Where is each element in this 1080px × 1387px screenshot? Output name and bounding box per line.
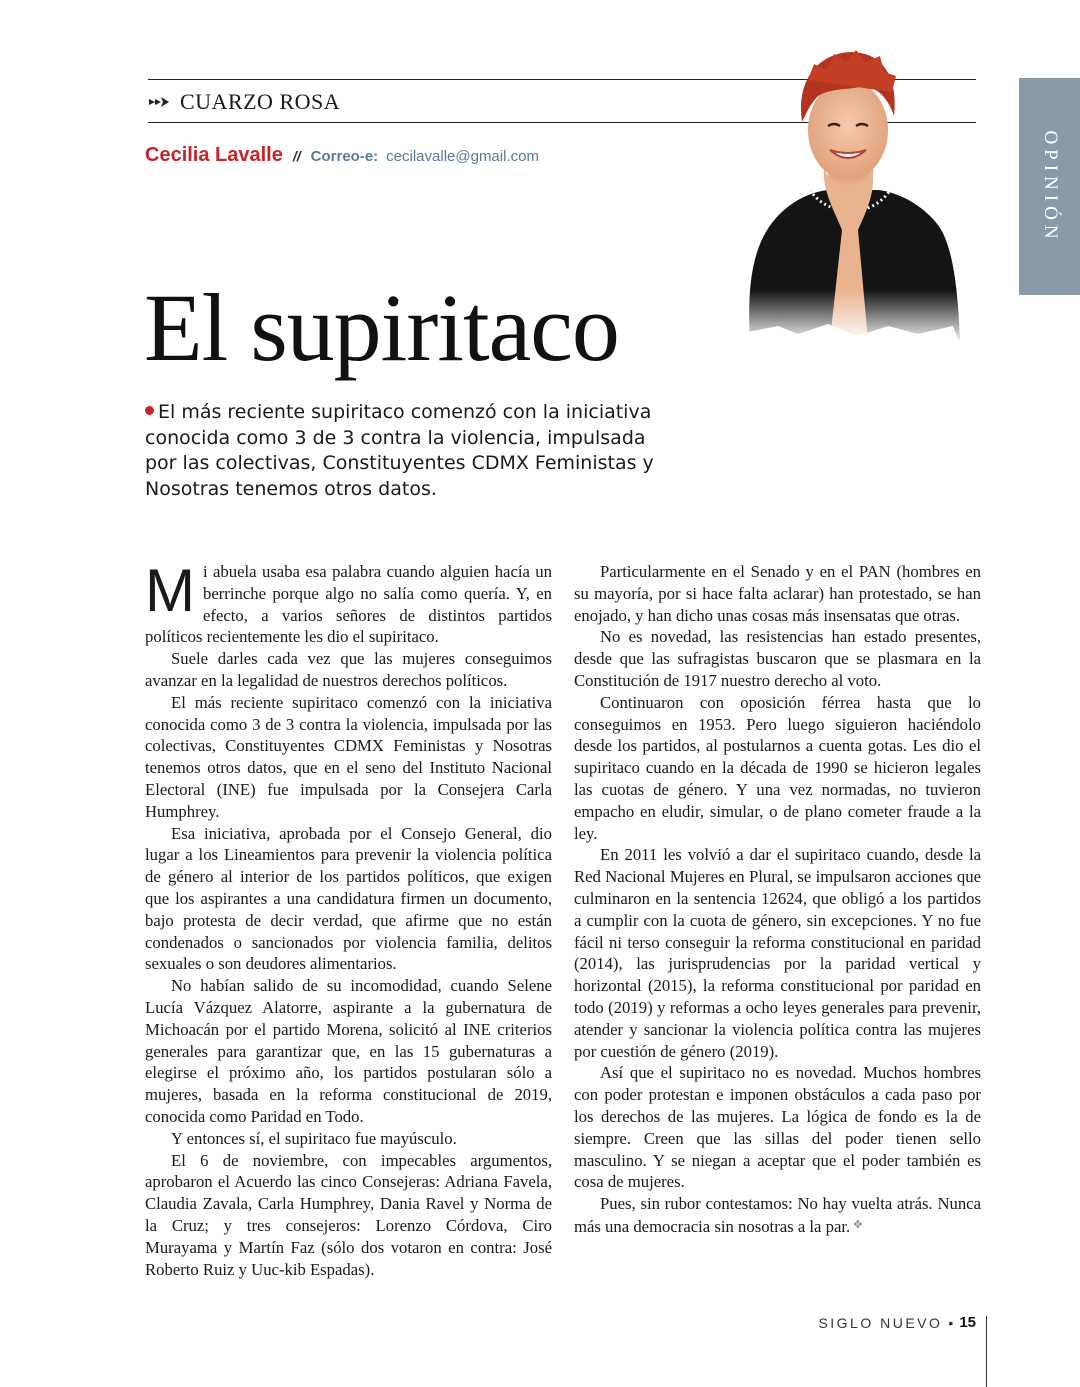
- body-paragraph: Continuaron con oposición férrea hasta que lo conseguimos en 1953. Pero luego siguieron haciéndolo desde los partidos, al postularnos a cuenta gotas. Les dio el supiritaco cuando en la década de 1990 se hicieron legales las cuotas de género. Y una vez normadas, no tuvieron empacho en eludir, simular, o de plano cometer fraude a la ley.: [574, 692, 981, 843]
- author-name: Cecilia Lavalle: [145, 144, 283, 166]
- body-column-right: [574, 561, 981, 1238]
- section-side-tab: [1019, 78, 1080, 295]
- section-header: [148, 88, 340, 116]
- double-arrow-icon: [148, 95, 170, 109]
- page-number: 15: [959, 1314, 976, 1331]
- body-paragraph: El más reciente supiritaco comenzó con la iniciativa conocida como 3 de 3 contra la violencia, impulsada por las colectivas, Constituyentes CDMX Feministas y Nosotras tenemos otros datos, que en el seno del Instituto Nacional Electoral (INE) fue impulsada por la Consejera Carla Humphrey.: [145, 692, 552, 821]
- publication-name: SIGLO NUEVO: [818, 1314, 943, 1331]
- paragraph-text: i abuela usaba esa palabra cuando alguien hacía un berrinche porque algo no salía como quería. Y, en efecto, a varios señores de distintos partidos políticos recientemente les dio el supiritaco.: [145, 562, 552, 647]
- page-footer: [818, 1314, 976, 1331]
- side-tab-label: OPINIÓN: [1039, 129, 1061, 244]
- author-email-link[interactable]: cecilavalle@gmail.com: [386, 148, 539, 165]
- footer-bullet: •: [948, 1314, 954, 1331]
- body-paragraph: Esa iniciativa, aprobada por el Consejo General, dio lugar a los Lineamientos para prevenir la violencia política de género al interior de los partidos políticos, que exigen que los aspirantes a una candidatura firmen un documento, bajo protesta de decir verdad, que afirme que no están condenados o sancionados por violencia familia, delitos sexuales o son deudores alimentarios.: [145, 823, 552, 974]
- body-paragraph: Particularmente en el Senado y en el PAN (hombres en su mayoría, por si hace falta aclarar) han protestado, se han enojado, y han dicho unas cosas más insensatas que otras.: [574, 562, 981, 625]
- article-headline: El supiritaco: [144, 274, 619, 381]
- body-paragraph: El 6 de noviembre, con impecables argumentos, aprobaron el Acuerdo las cinco Consejeras: Adriana Favela, Claudia Zavala, Carla Humphrey, Dania Ravel y Norma de la Cruz; y tres consejeros: Lorenzo Córdova, Ciro Murayama y Martín Faz (sólo dos votaron en contra: José Roberto Ruiz y Uuc-kib Espadas).: [145, 1150, 552, 1279]
- author-portrait: [738, 40, 966, 345]
- deck-bullet-icon: [145, 406, 154, 415]
- section-label: CUARZO ROSA: [180, 89, 341, 114]
- byline: [145, 144, 539, 167]
- footer-rule: [986, 1316, 987, 1387]
- body-paragraph: En 2011 les volvió a dar el supiritaco cuando, desde la Red Nacional Mujeres en Plural, se impulsaron acciones que culminaron en la sentencia 12624, que obligó a los partidos a cumplir con la cuota de género, sin excepciones. Y no fue fácil ni terso conseguir la reforma constitucional en paridad (2014), las jurisprudencias por la paridad vertical y horizontal (2015), la reforma constitucional por paridad en todo (2019) y reformas a ocho leyes generales para prevenir, atender y sancionar la violencia política contra las mujeres por cuestión de género (2019).: [574, 845, 981, 1061]
- deck-text: El más reciente supiritaco comenzó con la iniciativa conocida como 3 de 3 contra la violencia, impulsada por las colectivas, Constituyentes CDMX Feministas y Nosotras tenemos otros datos.: [145, 401, 654, 500]
- body-paragraph: No habían salido de su incomodidad, cuando Selene Lucía Vázquez Alatorre, aspirante a la gubernatura de Michoacán por el partido Morena, solicitó al INE criterios generales para garantizar que, en las 15 gubernaturas a elegirse el próximo año, los partidos postularan sólo a mujeres, basada en la reforma constitucional de 2019, conocida como Paridad en Todo.: [145, 976, 552, 1126]
- dropcap: M: [145, 557, 195, 624]
- body-paragraph: [145, 557, 552, 648]
- body-paragraph: Así que el supiritaco no es novedad. Muchos hombres con poder protestan e imponen obstáculos a cada paso por los derechos de las mujeres. La lógica de fondo es la de siempre. Creen que las sillas del poder tienen sello masculino. Y se niegan a aceptar que el poder también es cosa de mujeres.: [574, 1063, 981, 1192]
- email-label: Correo-e:: [310, 148, 379, 165]
- body-paragraph: [574, 1193, 981, 1238]
- body-paragraph: Suele darles cada vez que las mujeres conseguimos avanzar en la legalidad de nuestros derechos políticos.: [145, 649, 552, 690]
- body-paragraph: Y entonces sí, el supiritaco fue mayúsculo.: [171, 1128, 457, 1148]
- end-mark-icon: ✥: [853, 1218, 863, 1231]
- body-column-left: [145, 557, 552, 1280]
- byline-separator: //: [292, 148, 301, 164]
- article-deck: [145, 400, 665, 502]
- body-paragraph: No es novedad, las resistencias han estado presentes, desde que las sufragistas buscaron que se plasmara en la Constitución de 1917 nuestro derecho al voto.: [574, 627, 981, 690]
- paragraph-text: Pues, sin rubor contestamos: No hay vuelta atrás. Nunca más una democracia sin nosotras a la par.: [574, 1194, 981, 1236]
